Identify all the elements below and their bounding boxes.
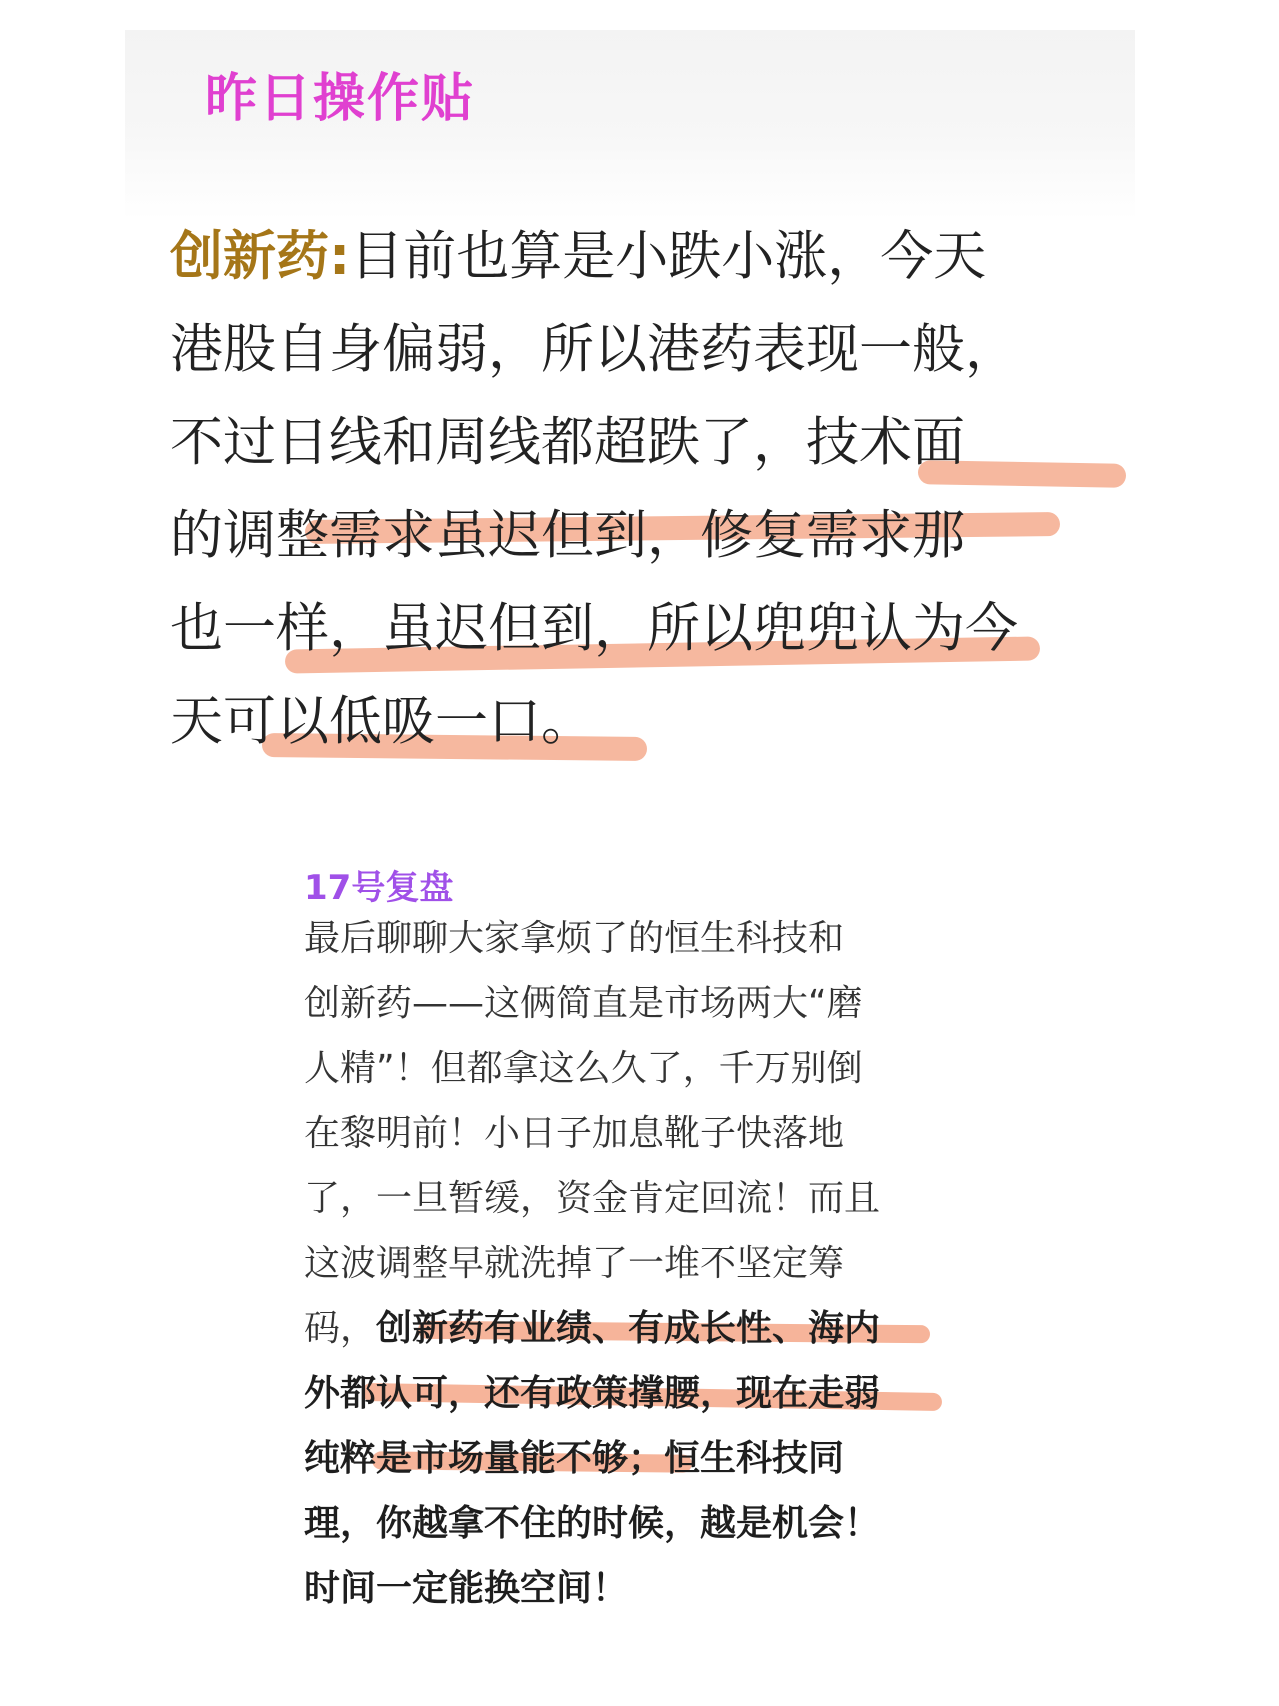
card-line: 创新药——这俩简直是市场两大“磨 bbox=[304, 983, 863, 1024]
card-line-bold: 时间一定能换空间！ bbox=[304, 1568, 629, 1609]
main-line: 港股自身偏弱，所以港药表现一般， bbox=[170, 319, 1018, 380]
card-line: 最后聊聊大家拿烦了的恒生科技和 bbox=[304, 918, 845, 959]
main-paragraph bbox=[170, 210, 1130, 768]
page-title: 昨日操作贴 bbox=[205, 69, 476, 129]
card-line: 这波调整早就洗掉了一堆不坚定筹 bbox=[304, 1243, 845, 1284]
card-title: 17号复盘 bbox=[304, 868, 454, 908]
card-line: 在黎明前！小日子加息靴子快落地 bbox=[304, 1113, 845, 1154]
card-line-bold: 理，你越拿不住的时候，越是机会！ bbox=[304, 1503, 881, 1544]
card-body bbox=[304, 906, 944, 1621]
card-line: 了，一旦暂缓，资金肯定回流！而且 bbox=[304, 1178, 881, 1219]
main-line: 的调整需求虽迟但到，修复需求那 bbox=[170, 505, 965, 566]
main-line: 天可以低吸一口。 bbox=[170, 691, 594, 752]
card-line-bold: 纯粹是市场量能不够；恒生科技同 bbox=[304, 1438, 845, 1479]
card-line: 人精”！但都拿这么久了，千万别倒 bbox=[304, 1048, 863, 1089]
main-line: 创新药:目前也算是小跌小涨，今天 bbox=[170, 226, 987, 287]
card-line-bold: 外都认可，还有政策撑腰，现在走弱 bbox=[304, 1373, 881, 1414]
main-line: 也一样，虽迟但到，所以兜兜认为今 bbox=[170, 598, 1018, 659]
section-label: 创新药: bbox=[170, 226, 351, 287]
main-line: 不过日线和周线都超跌了，技术面 bbox=[170, 412, 965, 473]
card-line: 码，创新药有业绩、有成长性、海内 bbox=[304, 1308, 881, 1349]
